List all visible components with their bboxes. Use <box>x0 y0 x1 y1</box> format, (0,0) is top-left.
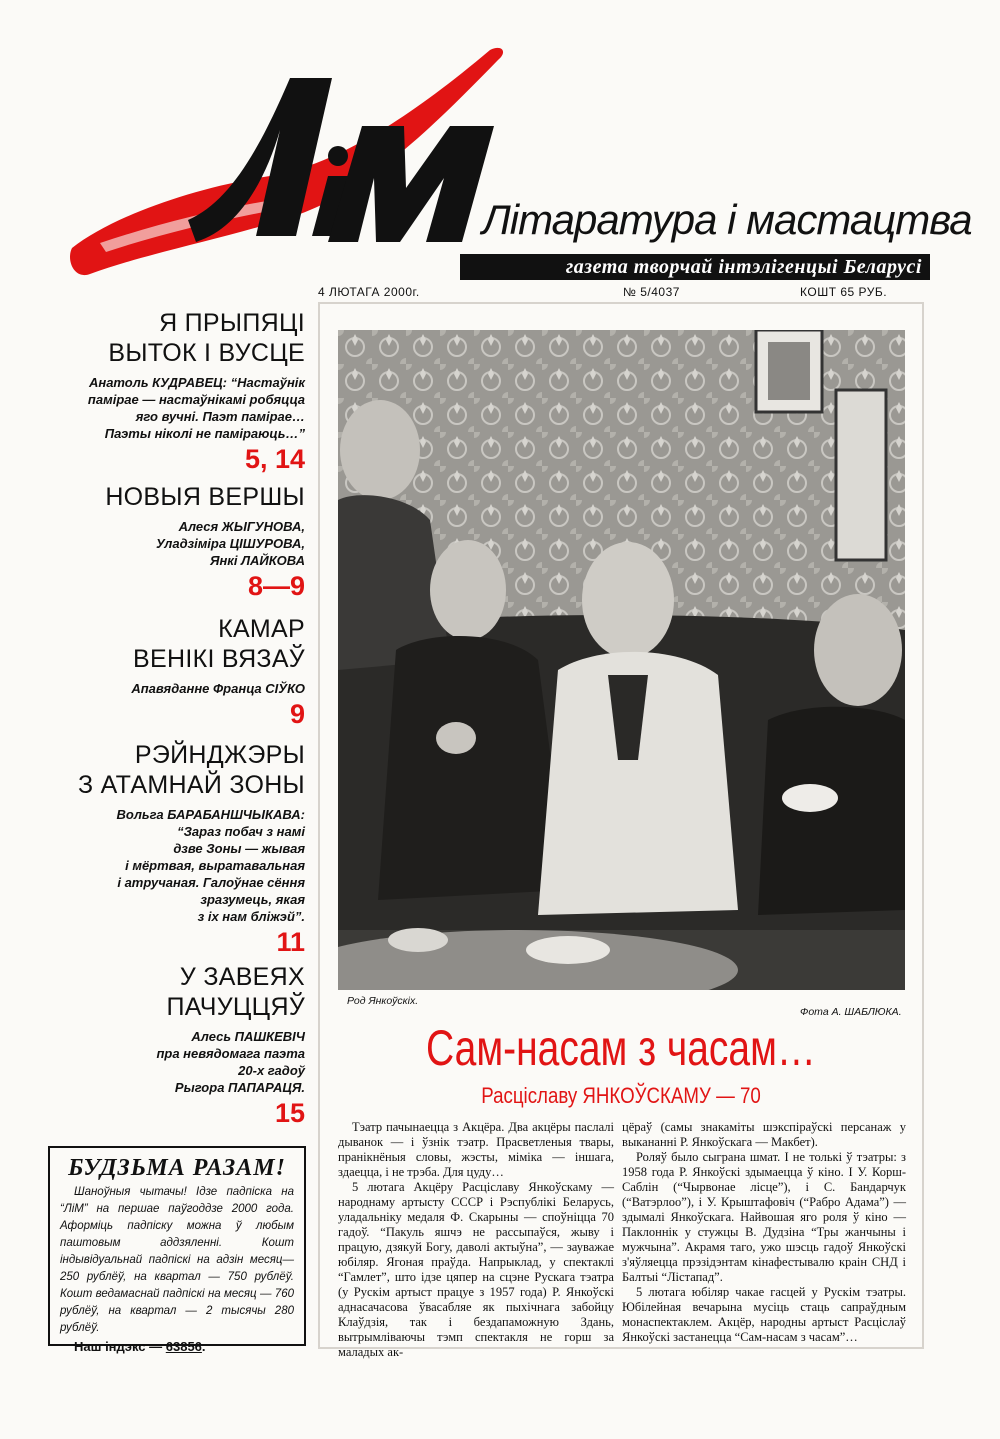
subscription-index-value: 63856 <box>165 1339 202 1354</box>
contents-description: пра невядомага паэта <box>156 1046 305 1061</box>
contents-page-number: 11 <box>276 927 305 957</box>
contents-description: Анатоль КУДРАВЕЦ: “Настаўнік <box>88 375 305 390</box>
issue-date: 4 ЛЮТАГА 2000г. <box>318 285 420 299</box>
feature-subtitle: Расціславу ЯНКОЎСКАМУ — 70 <box>481 1083 761 1108</box>
contents-item-1[interactable] <box>88 308 305 476</box>
subscription-title: БУДЗЬМА РАЗАМ! <box>68 1155 286 1181</box>
contents-page-number: 5, 14 <box>244 444 305 474</box>
contents-description: памірае — настаўнікамі робяцца <box>87 392 305 407</box>
contents-item-4[interactable] <box>78 740 305 959</box>
group-photo-icon <box>338 330 905 990</box>
article-paragraph: цёраў (самы знакаміты шэкспіраўскі персанаж у выкананні Р. Янкоўскага — Макбет). <box>622 1120 906 1149</box>
contents-description: Вольга БАРАБАНШЧЫКАВА: <box>116 807 305 822</box>
contents-item-3[interactable] <box>131 614 305 731</box>
contents-description: з іх нам бліжэй”. <box>197 909 305 924</box>
contents-description: Рыгора ПАПАРАЦЯ. <box>174 1080 305 1095</box>
subscription-box <box>48 1146 306 1354</box>
newspaper-logo <box>70 38 510 278</box>
contents-description: і мёртвая, выратавальная <box>125 858 305 873</box>
contents-headline: НОВЫЯ ВЕРШЫ <box>105 483 305 511</box>
contents-description: і атручаная. Галоўнае сёння <box>117 875 305 890</box>
feature-title: Сам-насам з часам… <box>426 1020 816 1076</box>
contents-headline: КАМАР <box>218 615 305 643</box>
contents-description: Апавяданне Франца СІЎКО <box>131 681 305 696</box>
contents-description: зразумець, якая <box>200 892 305 907</box>
contents-headline: РЭЙНДЖЭРЫ <box>134 741 305 769</box>
contents-item-2[interactable] <box>105 482 305 603</box>
contents-page-number: 15 <box>274 1098 305 1128</box>
photo-caption: Род Янкоўскіх. <box>347 995 419 1007</box>
article-paragraph: 5 лютага юбіляр чакае гасцей у Рускім тэатры. Юбілейная вечарына мусіць стаць сапраўдным монаспектаклем. Акцёр, народны артыст Расціслаў Янкоўскі застанецца “Сам-насам з часам”… <box>622 1285 906 1344</box>
newspaper-title: Літаратура і мастацтва <box>482 196 972 243</box>
contents-description: Алеся ЖЫГУНОВА, <box>178 519 305 534</box>
contents-headline: ВЫТОК І ВУСЦЕ <box>108 339 305 367</box>
article-paragraph: Роляў было сыграна шмат. І не толькі ў тэатры: з 1958 года Р. Янкоўскі здымаецца ў кіно. І У. Корш-Саблін (“Чырвонае лісце”), і С. Бандарчук (“Ватэрлоо”), і У. Крыштафовіч (“Рабро Адама”) — здымалі Янкоўскага. Найвошая яго роля ў кіно — Паклоннік у стужцы В. Дудзіна “Тры жанчыны і мужчына”. Акрамя таго, ужо шэсць гадоў Янкоўскі з'яўляецца прэзідэнтам кінафестывалю краін СНД і Балтыі “Лістапад”. <box>622 1150 906 1284</box>
article-paragraph: Тэатр пачынаецца з Акцёра. Два акцёры паслалі дыванок — і ўзнік тэатр. Прасветленыя твары, пранікнёныя словы, жэсты, міміка — іншага, здаецца, і не трэба. Для цуду… <box>338 1120 614 1179</box>
article-paragraph: 5 лютага Акцёру Расціславу Янкоўскаму — народнаму артысту СССР і Рэспублікі Беларусь, уладальніку медаля Ф. Скарыны — споўніцца 70 гадоў. “Пакуль яшчэ не рассыпаўся, жыву і працую, дзякуй Богу, даволі актыўна”, — зауважае юбіляр. Ягоная праўда. Напрыклад, у спектаклі “Гамлет”, што ідзе цяпер на сцэне Рускага тэатра (у Рускім артыст працуе з 1957 года) Р. Янкоўскі аднасачасова ўвасабляе як пыхічнага забойцу Клаўдзія, так і бездапаможную Здань, вытрымліваючы тэмп спектакля не горш за маладых ак- <box>338 1180 614 1359</box>
subscription-index-suffix: . <box>201 1339 206 1354</box>
contents-description: Алесь ПАШКЕВІЧ <box>191 1029 305 1044</box>
contents-headline: У ЗАВЕЯХ <box>179 963 305 991</box>
contents-page-number: 8—9 <box>247 571 305 601</box>
contents-headline: Я ПРЫПЯЦІ <box>159 309 305 337</box>
article-column-1 <box>338 1120 614 1360</box>
contents-description: “Зараз побач з намі <box>177 824 305 839</box>
contents-description: Янкі ЛАЙКОВА <box>209 553 305 568</box>
subscription-index-label: Наш індэкс — <box>74 1339 163 1354</box>
issue-number: № 5/4037 <box>623 285 680 299</box>
subscription-text: Шаноўныя чытачы! Ідзе падпіска на “ЛіМ” на першае паўгоддзе 2000 года. Аформіць падпіску можна ў любым паштовым аддзяленні. Кошт індывідуальнай падпіскі на адзін месяц—250 рублёў, на квартал — 750 рублёў. Кошт ведамаснай падпіскі на месяц — 760 рублёў, на квартал — 2 тысячы 280 рублёў. <box>60 1186 294 1334</box>
contents-description: 20-х гадоў <box>238 1063 305 1078</box>
article-column-2 <box>622 1120 906 1345</box>
contents-description: дзве Зоны — жывая <box>173 841 305 856</box>
subscription-index <box>60 1339 294 1354</box>
contents-headline: ВЕНІКІ ВЯЗАЎ <box>133 645 305 673</box>
contents-description: Паэты ніколі не паміраюць…” <box>104 426 305 441</box>
photo-credit: Фота А. ШАБЛЮКА. <box>800 1006 902 1018</box>
contents-description: Уладзіміра ЦІШУРОВА, <box>155 536 305 551</box>
newspaper-subtitle: газета творчай інтэлігенцыі Беларусі <box>460 254 930 280</box>
contents-page-number: 9 <box>289 699 305 729</box>
contents-headline: ПАЧУЦЦЯЎ <box>166 993 305 1021</box>
issue-price: КОШТ 65 РУБ. <box>800 285 888 299</box>
contents-item-5[interactable] <box>156 962 305 1130</box>
contents-headline: З АТАМНАЙ ЗОНЫ <box>77 771 305 799</box>
contents-description: яго вучні. Паэт памірае… <box>135 409 305 424</box>
